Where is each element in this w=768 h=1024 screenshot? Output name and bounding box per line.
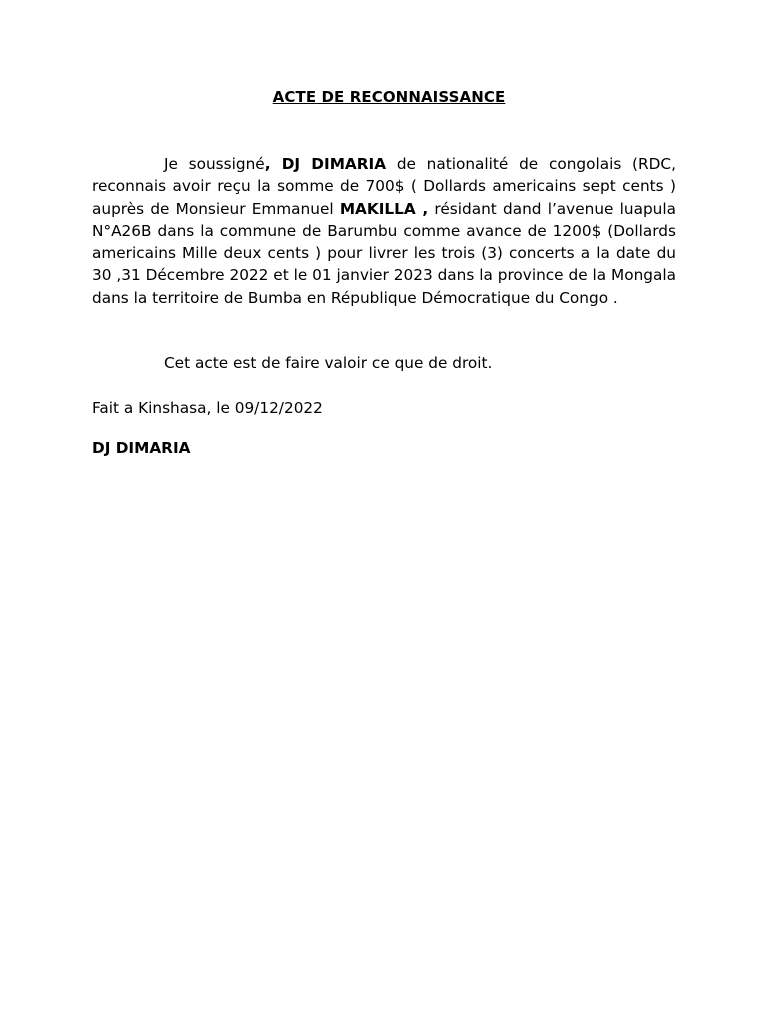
place-and-date: Fait a Kinshasa, le 09/12/2022: [92, 399, 323, 417]
paragraph-text-2: de nationalité de congolais (RDC, reconnais avoir reçu la somme de 700$ ( Dollards americains sept cents ) auprès de Monsieur Emmanuel: [92, 155, 676, 218]
document-title: ACTE DE RECONNAISSANCE: [272, 88, 506, 106]
declarant-name: , DJ DIMARIA: [264, 155, 387, 173]
acknowledgement-paragraph: [92, 153, 676, 309]
paragraph-text-3: résidant dand l’avenue luapula N°A26B dans la commune de Barumbu comme avance de 1200$ (Dollards americains Mille deux cents ) pour livrer les trois (3) concerts a la date du 30 ,31 Décembre 2022 et le 01 janvier 2023 dans la province de la Mongala dans la territoire de Bumba en République Démocratique du Congo .: [92, 199, 676, 307]
recipient-name: MAKILLA ,: [339, 199, 429, 218]
paragraph-text-1: Je soussigné: [164, 155, 265, 173]
closing-statement: Cet acte est de faire valoir ce que de droit.: [164, 354, 493, 372]
signature-name: DJ DIMARIA: [92, 439, 191, 457]
